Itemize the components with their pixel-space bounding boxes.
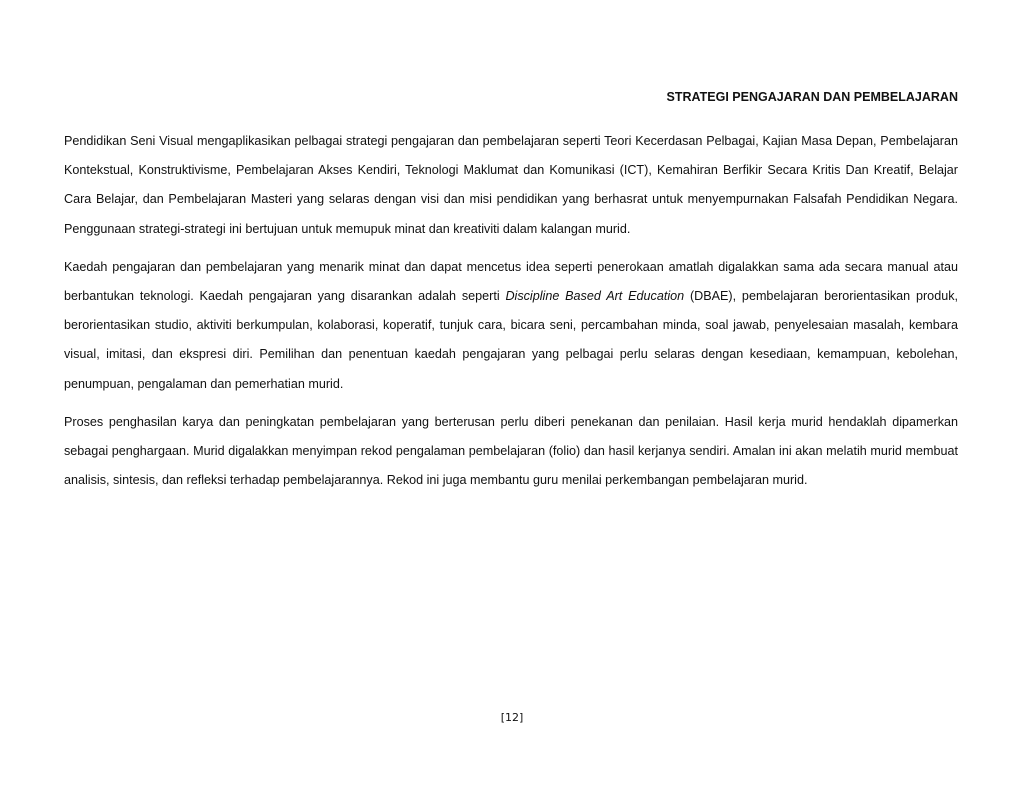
section-heading: STRATEGI PENGAJARAN DAN PEMBELAJARAN (666, 90, 958, 104)
paragraph-3-text: Proses penghasilan karya dan peningkatan pembelajaran yang berterusan perlu diberi penekanan dan penilaian. Hasil kerja murid hendaklah dipamerkan sebagai penghargaan. Murid digalakkan menyimpan rekod pengalaman pembelajaran (folio) dan hasil kerjanya sendiri. Amalan ini akan melatih murid membuat analisis, sintesis, dan refleksi terhadap pembelajarannya. Rekod ini juga membantu guru menilai perkembangan pembelajaran murid. (64, 414, 958, 488)
paragraph-1 (64, 127, 958, 244)
paragraph-2-text-after: (DBAE), pembelajaran berorientasikan produk, berorientasikan studio, aktiviti berkumpulan, kolaborasi, koperatif, tunjuk cara, bicara seni, percambahan minda, soal jawab, penyelesaian masalah, kembara visual, imitasi, dan ekspresi diri. Pemilihan dan penentuan kaedah pengajaran yang pelbagai perlu selaras dengan kesediaan, kemampuan, kebolehan, penumpuan, pengalaman dan pemerhatian murid. (64, 289, 958, 391)
paragraph-2-text-before: Kaedah pengajaran dan pembelajaran yang menarik minat dan dapat mencetus idea seperti penerokaan amatlah digalakkan sama ada secara manual atau berbantukan teknologi. Kaedah pengajaran yang disarankan adalah seperti (64, 259, 958, 304)
body-text (64, 127, 958, 504)
paragraph-2 (64, 253, 958, 399)
page-number: [12] (500, 711, 524, 724)
paragraph-3 (64, 408, 958, 496)
paragraph-2-emphasis: Discipline Based Art Education (505, 289, 685, 304)
paragraph-1-text: Pendidikan Seni Visual mengaplikasikan pelbagai strategi pengajaran dan pembelajaran seperti Teori Kecerdasan Pelbagai, Kajian Masa Depan, Pembelajaran Kontekstual, Konstruktivisme, Pembelajaran Akses Kendiri, Teknologi Maklumat dan Komunikasi (ICT), Kemahiran Berfikir Secara Kritis Dan Kreatif, Belajar Cara Belajar, dan Pembelajaran Masteri yang selaras dengan visi dan misi pendidikan yang berhasrat untuk menyempurnakan Falsafah Pendidikan Negara. Penggunaan strategi-strategi ini bertujuan untuk memupuk minat dan kreativiti dalam kalangan murid. (64, 134, 958, 236)
